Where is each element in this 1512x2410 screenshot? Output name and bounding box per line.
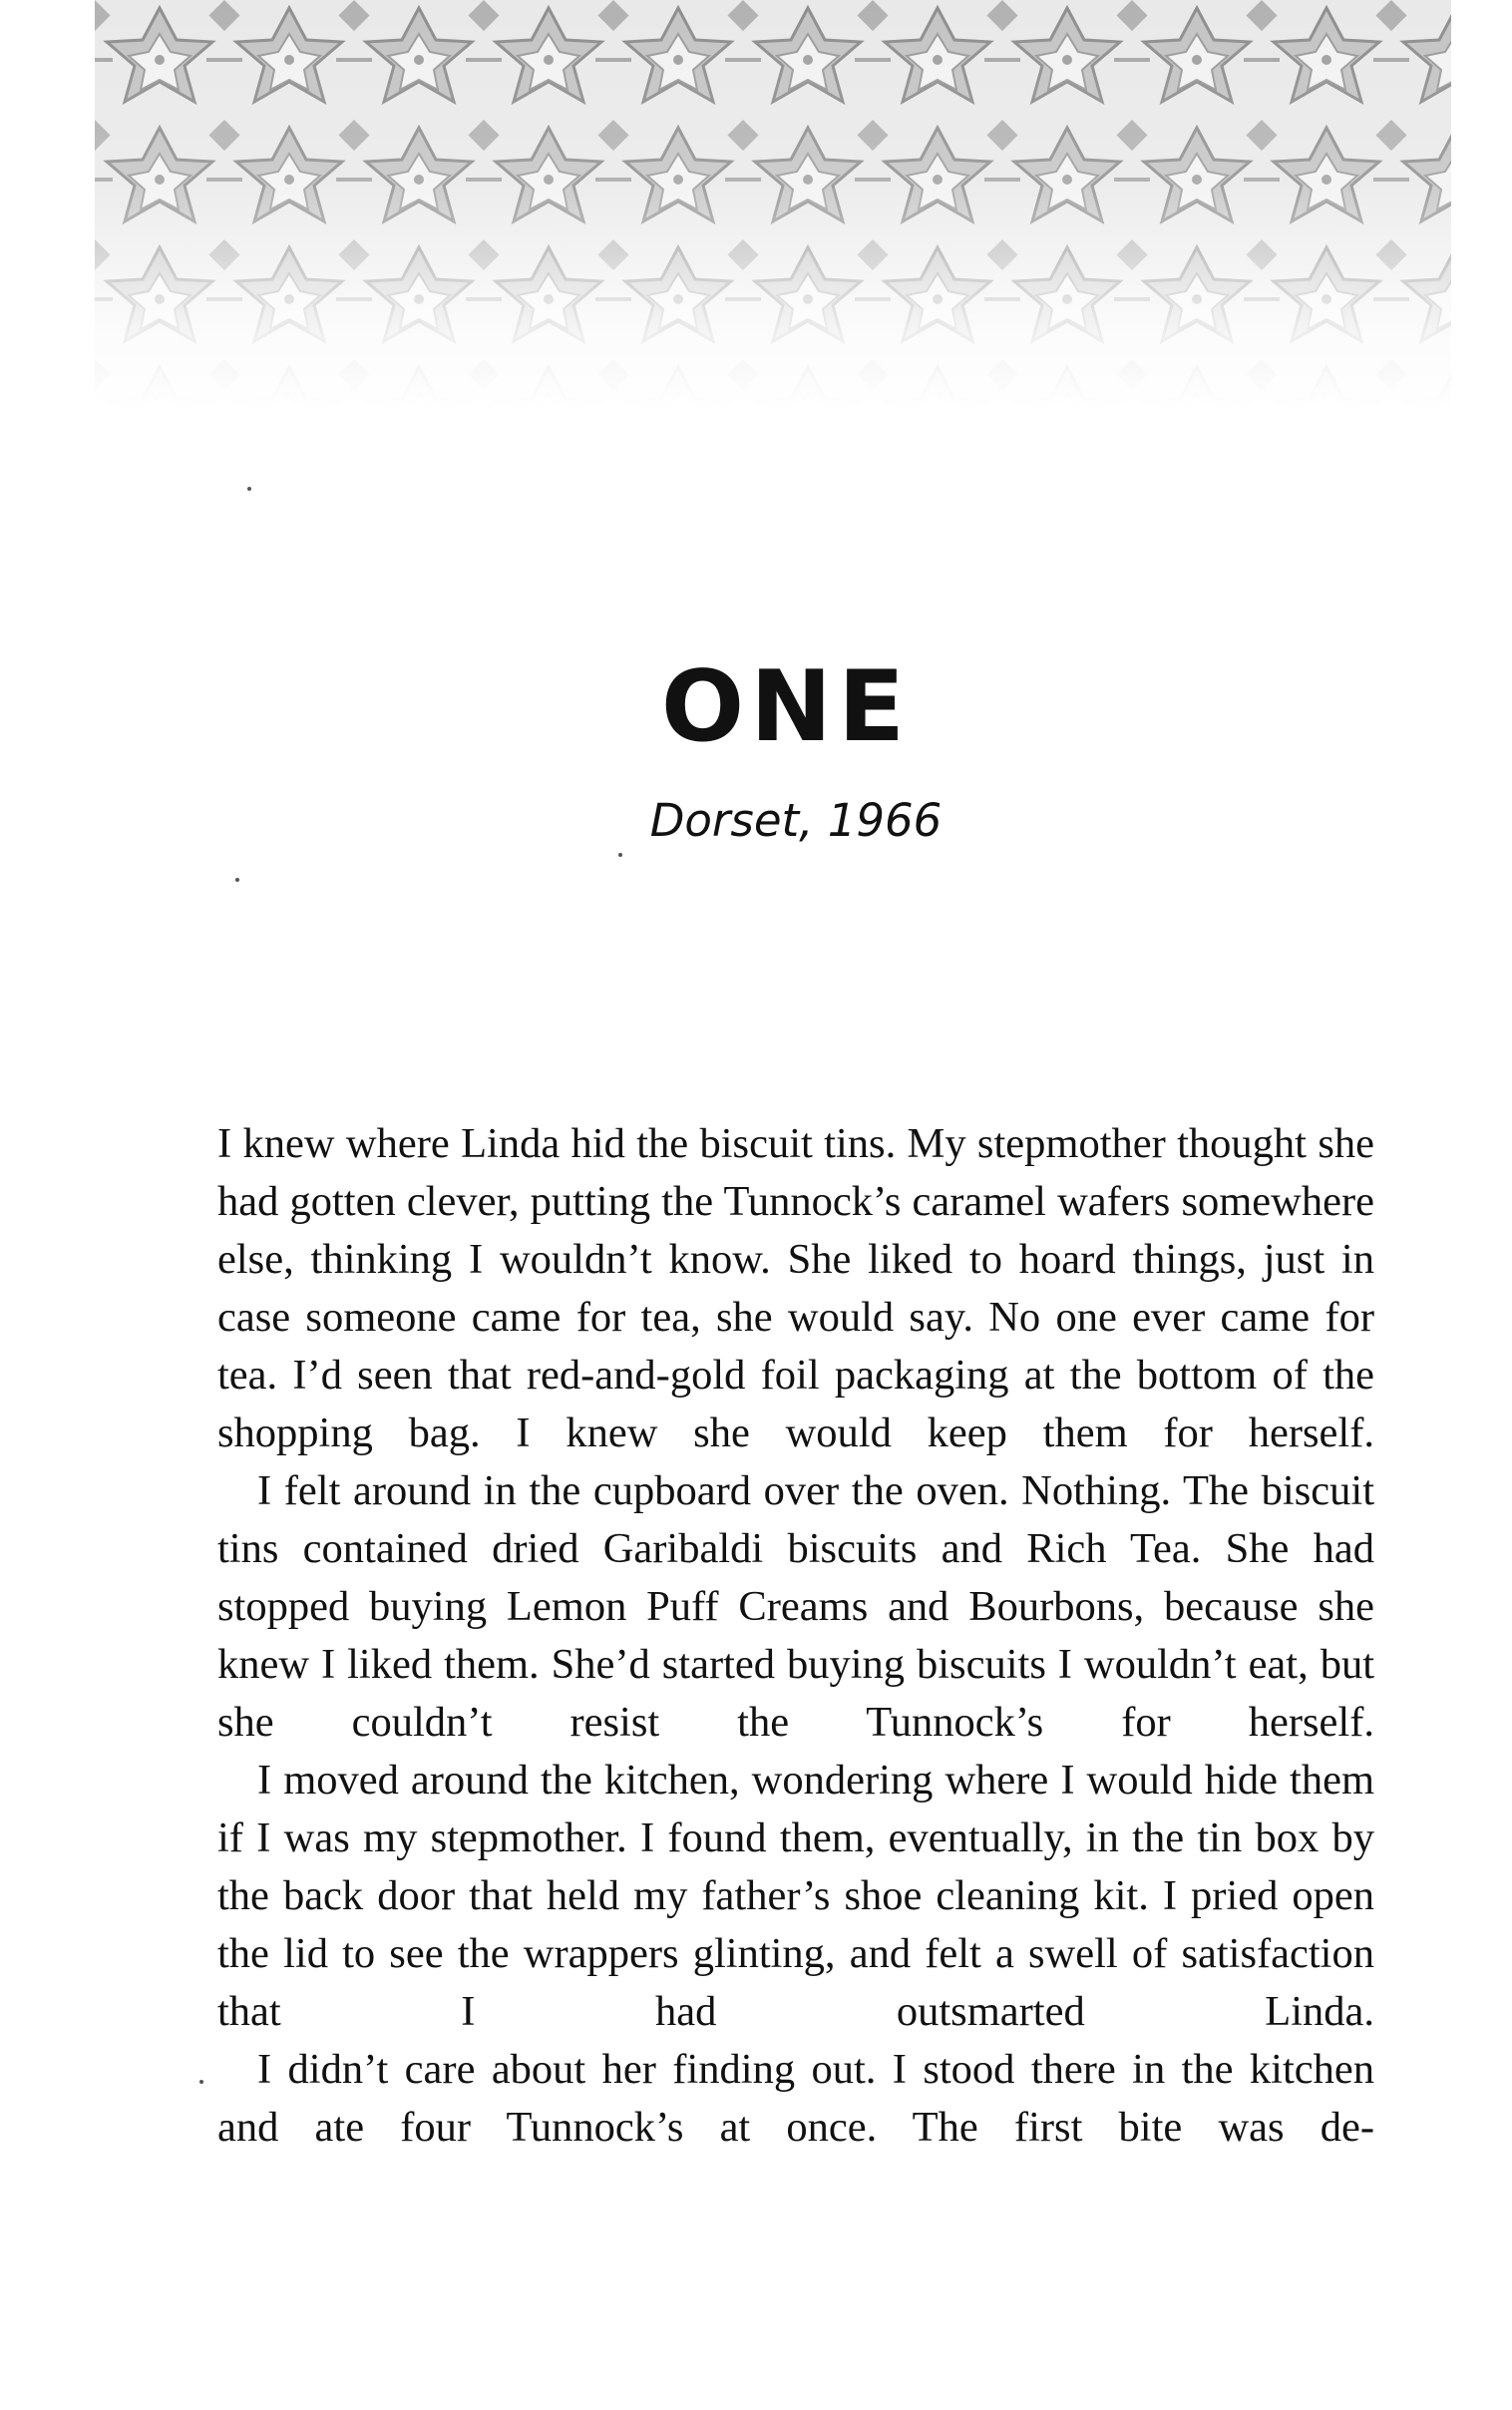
- chapter-title: ONE: [660, 650, 912, 764]
- pattern-fade-overlay: [95, 0, 1451, 409]
- decorative-header-pattern: [95, 0, 1451, 409]
- scan-speck: [235, 878, 239, 882]
- scan-speck: [199, 2080, 203, 2084]
- paragraph: I didn’t care about her finding out. I stood there in the kitchen and ate four Tunnock’s at once. The first bite was de-: [217, 2046, 1374, 2151]
- scan-speck: [247, 487, 251, 491]
- paragraph: I moved around the kitchen, wondering where I would hide them if I was my stepmother. I found them, eventually, in the tin box by the back door that held my father’s shoe cleaning kit. I pried open the lid to see the wrappers glinting, and felt a swell of satisfaction that I had outsmarted Linda.: [217, 1757, 1374, 2035]
- scan-speck: [618, 853, 622, 857]
- paragraph: I felt around in the cupboard over the oven. Nothing. The biscuit tins contained dried Garibaldi biscuits and Rich Tea. She had stopped buying Lemon Puff Creams and Bourbons, because she knew I liked them. She’d started buying biscuits I wouldn’t eat, but she couldn’t resist the Tunnock’s for herself.: [217, 1467, 1374, 1746]
- chapter-subtitle: Dorset, 1966: [649, 794, 943, 847]
- paragraph: I knew where Linda hid the biscuit tins. My stepmother thought she had gotten clever, putting the Tunnock’s caramel wafers somewhere else, thinking I wouldn’t know. She liked to hoard things, just in case someone came for tea, she would say. No one ever came for tea. I’d seen that red-and-gold foil packaging at the bottom of the shopping bag. I knew she would keep them for herself.: [217, 1120, 1374, 1456]
- chapter-body: [217, 1115, 1374, 2157]
